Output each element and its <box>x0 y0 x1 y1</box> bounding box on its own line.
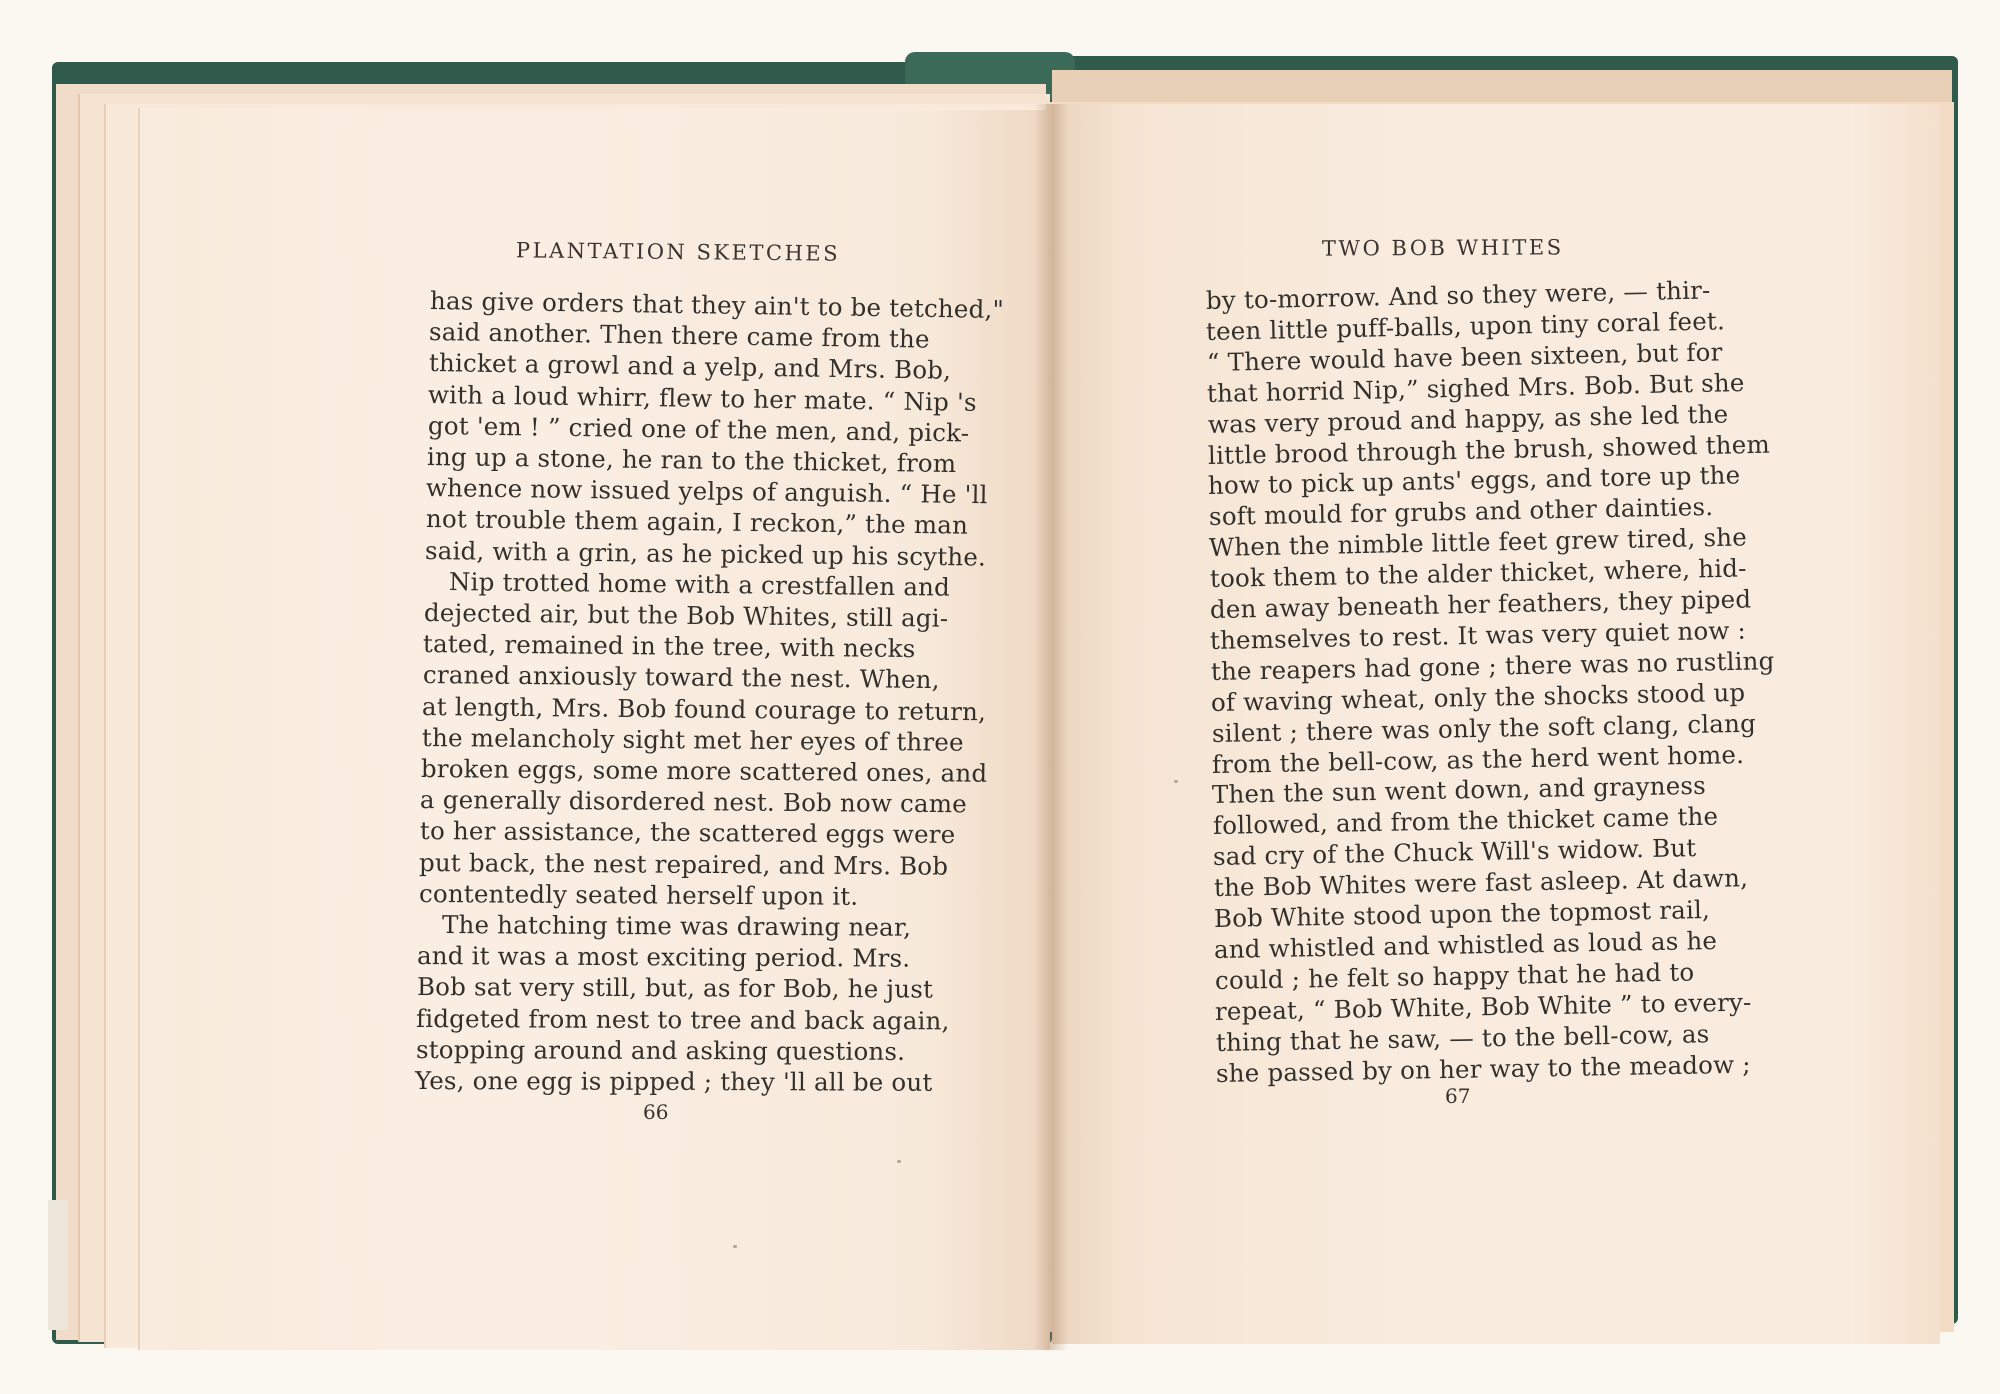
left-page-text-line: Yes, one egg is pipped ; they 'll all be out <box>414 1066 933 1097</box>
right-page-text-line: repeat, “ Bob White, Bob White ” to every- <box>1214 987 1752 1026</box>
right-page-text-line: thing that he saw, — to the bell-cow, as <box>1215 1018 1710 1057</box>
bookmark-strip <box>48 1200 68 1330</box>
left-page-text-line: has give orders that they ain't to be tetched," <box>429 286 1005 325</box>
page-number-right: 67 <box>1445 1084 1471 1108</box>
right-page-text-line: themselves to rest. It was very quiet now : <box>1210 615 1747 655</box>
left-page-text-line: broken eggs, some more scattered ones, and <box>420 754 988 788</box>
running-head-left: PLANTATION SKETCHES <box>515 238 841 266</box>
left-page-text-line: a generally disordered nest. Bob now came <box>420 785 968 819</box>
left-page-text-line: the melancholy sight met her eyes of three <box>421 722 964 757</box>
right-page-text-line: by to-morrow. And so they were, — thir- <box>1205 275 1711 315</box>
right-page-text-line: followed, and from the thicket came the <box>1212 801 1719 841</box>
paper-fleck <box>897 1160 901 1163</box>
left-page-text-line: Bob sat very still, but, as for Bob, he just <box>416 972 933 1004</box>
left-page-text-line: at length, Mrs. Bob found courage to return, <box>422 691 987 726</box>
left-page-text-line: Nip trotted home with a crestfallen and <box>448 566 950 602</box>
right-page-text-line: could ; he felt so happy that he had to <box>1214 957 1695 995</box>
right-page-text-line: the reapers had gone ; there was no rustling <box>1210 645 1775 686</box>
right-page-text-line: was very proud and happy, as she led the <box>1207 398 1729 439</box>
left-page-text-line: and it was a most exciting period. Mrs. <box>417 941 911 973</box>
left-page-text-line: The hatching time was drawing near, <box>441 910 912 942</box>
right-page-text-line: When the nimble little feet grew tired, she <box>1208 522 1748 563</box>
right-page-text-line: and whistled and whistled as loud as he <box>1214 925 1718 964</box>
book-gutter <box>1034 104 1068 1350</box>
left-page-text-line: to her assistance, the scattered eggs were <box>419 816 956 850</box>
running-head-right: TWO BOB WHITES <box>1321 235 1564 261</box>
right-page-text-line: Then the sun went down, and grayness <box>1212 771 1707 810</box>
left-page-text-line: stopping around and asking questions. <box>415 1034 905 1066</box>
right-page-text-line: how to pick up ants' eggs, and tore up the <box>1208 460 1741 501</box>
left-page-text-line: craned anxiously toward the nest. When, <box>422 660 940 695</box>
left-page-text-line: dejected air, but the Bob Whites, still agi- <box>423 598 949 633</box>
right-page-text-line: the Bob Whites were fast asleep. At dawn, <box>1213 863 1748 903</box>
left-page-text-line: got 'em ! ” cried one of the men, and, pick- <box>427 410 970 448</box>
left-page-text-line: not trouble them again, I reckon,” the man <box>425 504 969 541</box>
right-page-text-line: that horrid Nip,” sighed Mrs. Bob. But she <box>1206 367 1746 408</box>
paper-fleck <box>1174 780 1178 783</box>
left-page-text-line: whence now issued yelps of anguish. “ He 'll <box>426 473 989 510</box>
left-page-text-line: tated, remained in the tree, with necks <box>423 629 917 664</box>
right-page-text-line: silent ; there was only the soft clang, clang <box>1211 708 1756 748</box>
paper-fleck <box>733 1245 737 1248</box>
left-page-text-line: said, with a grin, as he picked up his scythe. <box>425 535 987 572</box>
left-page-text-line: thicket a growl and a yelp, and Mrs. Bob, <box>428 348 952 386</box>
left-page-text-line: fidgeted from nest to tree and back again, <box>416 1003 950 1035</box>
right-page-text-line: “ There would have been sixteen, but for <box>1206 337 1723 377</box>
right-page-text-line: took them to the alder thicket, where, hid- <box>1209 553 1747 594</box>
right-page-text-line: from the bell-cow, as the herd went home. <box>1211 739 1745 779</box>
right-page-text-line: of waving wheat, only the shocks stood up <box>1210 677 1746 717</box>
right-page-text-line: Bob White stood upon the topmost rail, <box>1213 894 1711 933</box>
left-page-text-line: with a loud whirr, flew to her mate. “ Nip 's <box>427 379 978 417</box>
right-page-text-line: soft mould for grubs and other dainties. <box>1208 492 1714 532</box>
right-page-text-line: little brood through the brush, showed them <box>1207 429 1771 470</box>
left-page-text-line: contentedly seated herself upon it. <box>418 878 859 911</box>
right-page-text-line: teen little puff-balls, upon tiny coral feet. <box>1206 306 1726 346</box>
left-page-text-line: ing up a stone, he ran to the thicket, from <box>426 442 957 479</box>
right-page-text-line: den away beneath her feathers, they piped <box>1209 584 1752 624</box>
page-number-left: 66 <box>643 1100 669 1124</box>
right-page-text-line: she passed by on her way to the meadow ; <box>1215 1049 1751 1088</box>
left-page-text-line: said another. Then there came from the <box>429 317 931 354</box>
right-page-text-line: sad cry of the Chuck Will's widow. But <box>1212 833 1697 872</box>
left-page-text-line: put back, the nest repaired, and Mrs. Bob <box>419 847 949 881</box>
